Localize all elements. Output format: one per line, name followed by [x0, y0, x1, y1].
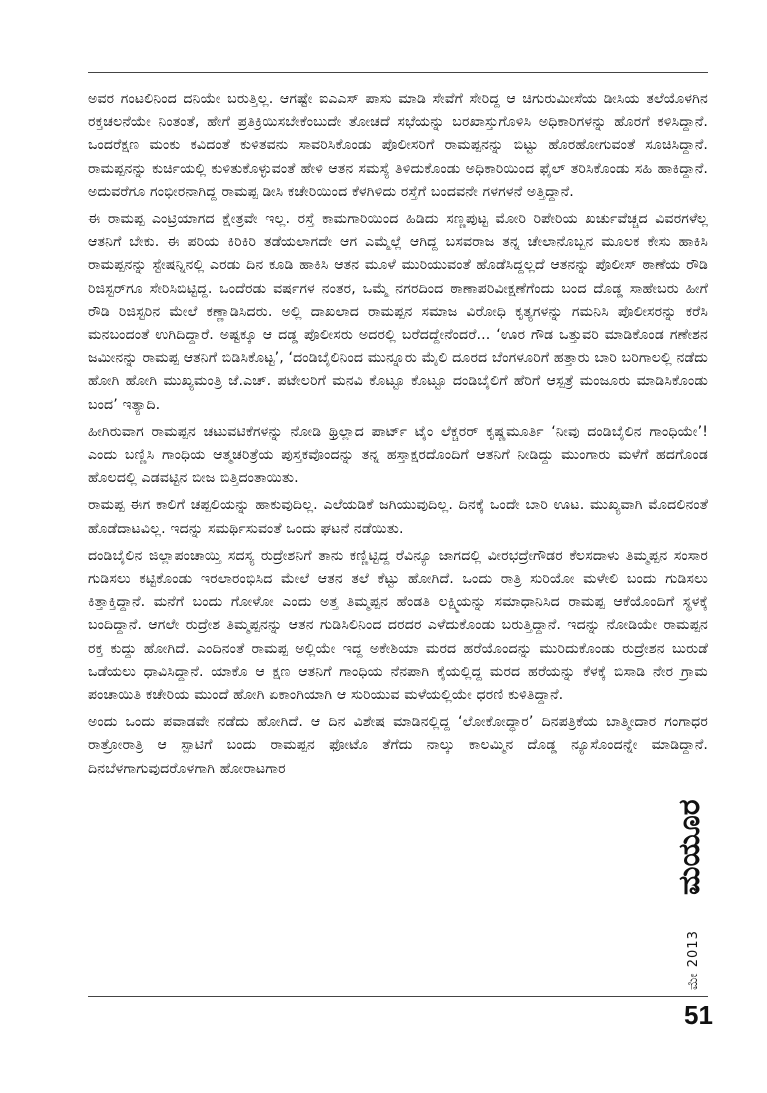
article-body	[88, 88, 708, 785]
magazine-side-label	[672, 790, 722, 990]
issue-date: ಮೇ 2013	[686, 930, 701, 990]
paragraph: ಅವರ ಗಂಟಲಿನಿಂದ ದನಿಯೇ ಬರುತ್ತಿಲ್ಲ. ಆಗಷ್ಟೇ ಐಎಎಸ್ ಪಾಸು ಮಾಡಿ ಸೇವೆಗೆ ಸೇರಿದ್ದ ಆ ಚಿಗುರುಮೀಸೆಯ ಡೀಸಿಯ ತಲೆಯೊಳಗಿನ ರಕ್ತಚಲನೆಯೇ ನಿಂತಂತೆ, ಹೇಗೆ ಪ್ರತಿಕ್ರಿಯಿಸಬೇಕೆಂಬುದೇ ತೋಚದೆ ಸಭೆಯನ್ನು ಬರಖಾಸ್ತುಗೊಳಿಸಿ ಅಧಿಕಾರಿಗಳನ್ನು ಹೊರಗೆ ಕಳಿಸಿದ್ದಾನೆ. ಒಂದರೆಕ್ಷಣ ಮಂಕು ಕವಿದಂತೆ ಕುಳಿತವನು ಸಾವರಿಸಿಕೊಂಡು ಪೊಲೀಸರಿಗೆ ರಾಮಪ್ಪನನ್ನು ಬಿಟ್ಟು ಹೊರಹೋಗುವಂತೆ ಸೂಚಿಸಿದ್ದಾನೆ. ರಾಮಪ್ಪನನ್ನು ಕುರ್ಚಿಯಲ್ಲಿ ಕುಳಿತುಕೊಳ್ಳುವಂತೆ ಹೇಳಿ ಆತನ ಸಮಸ್ಯೆ ತಿಳಿದುಕೊಂಡು ಅಧಿಕಾರಿಯಿಂದ ಫೈಲ್ ತರಿಸಿಕೊಂಡು ಸಹಿ ಹಾಕಿದ್ದಾನೆ. ಅದುವರೆಗೂ ಗಂಭೀರನಾಗಿದ್ದ ರಾಮಪ್ಪ ಡೀಸಿ ಕಚೇರಿಯಿಂದ ಕೆಳಗಿಳಿದು ರಸ್ತೆಗೆ ಬಂದವನೇ ಗಳಗಳನೆ ಅತ್ತಿದ್ದಾನೆ.	[88, 91, 708, 200]
bottom-rule	[88, 996, 708, 997]
magazine-brand: ಮಯೂರ	[672, 799, 707, 895]
paragraph: ದಂಡಿಬೈಲಿನ ಜಿಲ್ಲಾಪಂಚಾಯ್ತಿ ಸದಸ್ಯ ರುದ್ರೇಶನಿಗೆ ತಾನು ಕಣ್ಣಿಟ್ಟಿದ್ದ ರೆವಿನ್ಯೂ ಜಾಗದಲ್ಲಿ ವೀರಭದ್ರೇಗೌಡರ ಕೆಲಸದಾಳು ತಿಮ್ಮಪ್ಪನ ಸಂಸಾರ ಗುಡಿಸಲು ಕಟ್ಟಿಕೊಂಡು ಇರಲಾರಂಭಿಸಿದ ಮೇಲೆ ಆತನ ತಲೆ ಕೆಟ್ಟು ಹೋಗಿದೆ. ಒಂದು ರಾತ್ರಿ ಸುರಿಯೋ ಮಳೇಲಿ ಬಂದು ಗುಡಿಸಲು ಕಿತ್ತಾಕ್ತಿದ್ದಾನೆ. ಮನೆಗೆ ಬಂದು ಗೋಳೋ ಎಂದು ಅತ್ತ ತಿಮ್ಮಪ್ಪನ ಹೆಂಡತಿ ಲಕ್ಷ್ಮಿಯನ್ನು ಸಮಾಧಾನಿಸಿದ ರಾಮಪ್ಪ ಆಕೆಯೊಂದಿಗೆ ಸ್ಥಳಕ್ಕೆ ಬಂದಿದ್ದಾನೆ. ಆಗಲೇ ರುದ್ರೇಶ ತಿಮ್ಮಪ್ಪನನ್ನು ಆತನ ಗುಡಿಸಿಲಿನಿಂದ ದರದರ ಎಳೆದುಕೊಂಡು ಬರುತ್ತಿದ್ದಾನೆ. ಇದನ್ನು ನೋಡಿಯೇ ರಾಮಪ್ಪನ ರಕ್ತ ಕುದ್ದು ಹೋಗಿದೆ. ಎಂದಿನಂತೆ ರಾಮಪ್ಪ ಅಲ್ಲಿಯೇ ಇದ್ದ ಅಕೇಶಿಯಾ ಮರದ ಹರೆಯೊಂದನ್ನು ಮುರಿದುಕೊಂಡು ರುದ್ರೇಶನ ಬುರುಡೆ ಒಡೆಯಲು ಧಾವಿಸಿದ್ದಾನೆ. ಯಾಕೊ ಆ ಕ್ಷಣ ಆತನಿಗೆ ಗಾಂಧಿಯ ನೆನಪಾಗಿ ಕೈಯಲ್ಲಿದ್ದ ಮರದ ಹರೆಯನ್ನು ಕೆಳಕ್ಕೆ ಬಿಸಾಡಿ ನೇರ ಗ್ರಾಮ ಪಂಚಾಯಿತಿ ಕಚೇರಿಯ ಮುಂದೆ ಹೋಗಿ ಏಕಾಂಗಿಯಾಗಿ ಆ ಸುರಿಯುವ ಮಳೆಯಲ್ಲಿಯೇ ಧರಣಿ ಕುಳಿತಿದ್ದಾನೆ.	[88, 547, 708, 704]
paragraph: ಅಂದು ಒಂದು ಪವಾಡವೇ ನಡೆದು ಹೋಗಿದೆ. ಆ ದಿನ ವಿಶೇಷ ಮಾಡಿನಲ್ಲಿದ್ದ ‘ಲೋಕೋದ್ಧಾರ’ ದಿನಪತ್ರಿಕೆಯ ಬಾತ್ಮೀದಾರ ಗಂಗಾಧರ ರಾತ್ರೋರಾತ್ರಿ ಆ ಸ್ಪಾಟಿಗೆ ಬಂದು ರಾಮಪ್ಪನ ಫೋಟೊ ತೆಗೆದು ನಾಲ್ಕು ಕಾಲಮ್ಮಿನ ದೊಡ್ಡ ನ್ಯೂಸೊಂದನ್ನೇ ಮಾಡಿದ್ದಾನೆ. ದಿನಬೆಳಗಾಗುವುದರೊಳಗಾಗಿ ಹೋರಾಟಗಾರ	[88, 714, 708, 777]
top-rule	[88, 72, 708, 73]
page-number: 51	[684, 1000, 713, 1030]
paragraph: ರಾಮಪ್ಪ ಈಗ ಕಾಲಿಗೆ ಚಪ್ಪಲಿಯನ್ನು ಹಾಕುವುದಿಲ್ಲ. ಎಲೆಯಡಿಕೆ ಜಗಿಯುವುದಿಲ್ಲ. ದಿನಕ್ಕೆ ಒಂದೇ ಬಾರಿ ಊಟ. ಮುಖ್ಯವಾಗಿ ಮೊದಲಿನಂತೆ ಹೊಡೆದಾಟವಿಲ್ಲ. ಇದನ್ನು ಸಮರ್ಥಿಸುವಂತೆ ಒಂದು ಘಟನೆ ನಡೆಯಿತು.	[88, 497, 708, 537]
paragraph: ಈ ರಾಮಪ್ಪ ಎಂಟ್ರಿಯಾಗದ ಕ್ಷೇತ್ರವೇ ಇಲ್ಲ. ರಸ್ತೆ ಕಾಮಗಾರಿಯಿಂದ ಹಿಡಿದು ಸಣ್ಣಪುಟ್ಟ ಮೋರಿ ರಿಪೇರಿಯ ಖರ್ಚುವೆಚ್ಚದ ವಿವರಗಳೆಲ್ಲ ಆತನಿಗೆ ಬೇಕು. ಈ ಪರಿಯ ಕಿರಿಕಿರಿ ತಡೆಯಲಾಗದೇ ಆಗ ಎಮ್ಮೆಲ್ಲೆ ಆಗಿದ್ದ ಬಸವರಾಜ ತನ್ನ ಚೇಲಾನೊಬ್ಬನ ಮೂಲಕ ಕೇಸು ಹಾಕಿಸಿ ರಾಮಪ್ಪನನ್ನು ಸ್ಟೇಷನ್ನಿನಲ್ಲಿ ಎರಡು ದಿನ ಕೂಡಿ ಹಾಕಿಸಿ ಆತನ ಮೂಳೆ ಮುರಿಯುವಂತೆ ಹೊಡೆಸಿದ್ದಲ್ಲದೆ ಆತನನ್ನು ಪೊಲೀಸ್ ಠಾಣೆಯ ರೌಡಿ ರಿಜಿಸ್ಟರ್‌ಗೂ ಸೇರಿಸಿಬಿಟ್ಟಿದ್ದ. ಒಂದೆರಡು ವರ್ಷಗಳ ನಂತರ, ಒಮ್ಮೆ ನಗರದಿಂದ ಠಾಣಾಪರಿವೀಕ್ಷಣೆಗೆಂದು ಬಂದ ದೊಡ್ಡ ಸಾಹೇಬರು ಹೀಗೆ ರೌಡಿ ರಿಜಿಸ್ಟರಿನ ಮೇಲೆ ಕಣ್ಣಾಡಿಸಿದರು. ಅಲ್ಲಿ ದಾಖಲಾದ ರಾಮಪ್ಪನ ಸಮಾಜ ವಿರೋಧಿ ಕೃತ್ಯಗಳನ್ನು ಗಮನಿಸಿ ಪೊಲೀಸರನ್ನು ಕರೆಸಿ ಮನಬಂದಂತೆ ಉಗಿದಿದ್ದಾರೆ. ಅಷ್ಟಕ್ಕೂ ಆ ದಡ್ಡ ಪೊಲೀಸರು ಅದರಲ್ಲಿ ಬರೆದದ್ದೇನೆಂದರೆ... ‘ಊರ ಗೌಡ ಒತ್ತುವರಿ ಮಾಡಿಕೊಂಡ ಗಣೇಶನ ಜಮೀನನ್ನು ರಾಮಪ್ಪ ಆತನಿಗೆ ಬಿಡಿಸಿಕೊಟ್ಟ’, ‘ದಂಡಿಬೈಲಿನಿಂದ ಮುನ್ನೂರು ಮೈಲಿ ದೂರದ ಬೆಂಗಳೂರಿಗೆ ಹತ್ತಾರು ಬಾರಿ ಬರಿಗಾಲಲ್ಲಿ ನಡೆದು ಹೋಗಿ ಹೋಗಿ ಮುಖ್ಯಮಂತ್ರಿ ಜೆ.ಎಚ್. ಪಟೇಲರಿಗೆ ಮನವಿ ಕೊಟ್ಟೂ ಕೊಟ್ಟೂ ದಂಡಿಬೈಲಿಗೆ ಹೆರಿಗೆ ಆಸ್ಪತ್ರೆ ಮಂಜೂರು ಮಾಡಿಸಿಕೊಂಡು ಬಂದ’ ಇತ್ಯಾದಿ.	[88, 211, 708, 413]
paragraph: ಹೀಗಿರುವಾಗ ರಾಮಪ್ಪನ ಚಟುವಟಿಕೆಗಳನ್ನು ನೋಡಿ ಥ್ರಿಲ್ಲಾದ ಪಾರ್ಟ್ ಟೈಂ ಲೆಕ್ಚರರ್ ಕೃಷ್ಣಮೂರ್ತಿ ‘ನೀವು ದಂಡಿಬೈಲಿನ ಗಾಂಧಿಯೇ’! ಎಂದು ಬಣ್ಣಿಸಿ ಗಾಂಧಿಯ ಆತ್ಮಚರಿತ್ರೆಯ ಪುಸ್ತಕವೊಂದನ್ನು ತನ್ನ ಹಸ್ತಾಕ್ಷರದೊಂದಿಗೆ ಆತನಿಗೆ ನೀಡಿದ್ದು ಮುಂಗಾರು ಮಳೆಗೆ ಹದಗೊಂಡ ಹೊಲದಲ್ಲಿ ಎಡವಟ್ಟಿನ ಬೀಜ ಬಿತ್ತಿದಂತಾಯಿತು.	[88, 423, 708, 487]
